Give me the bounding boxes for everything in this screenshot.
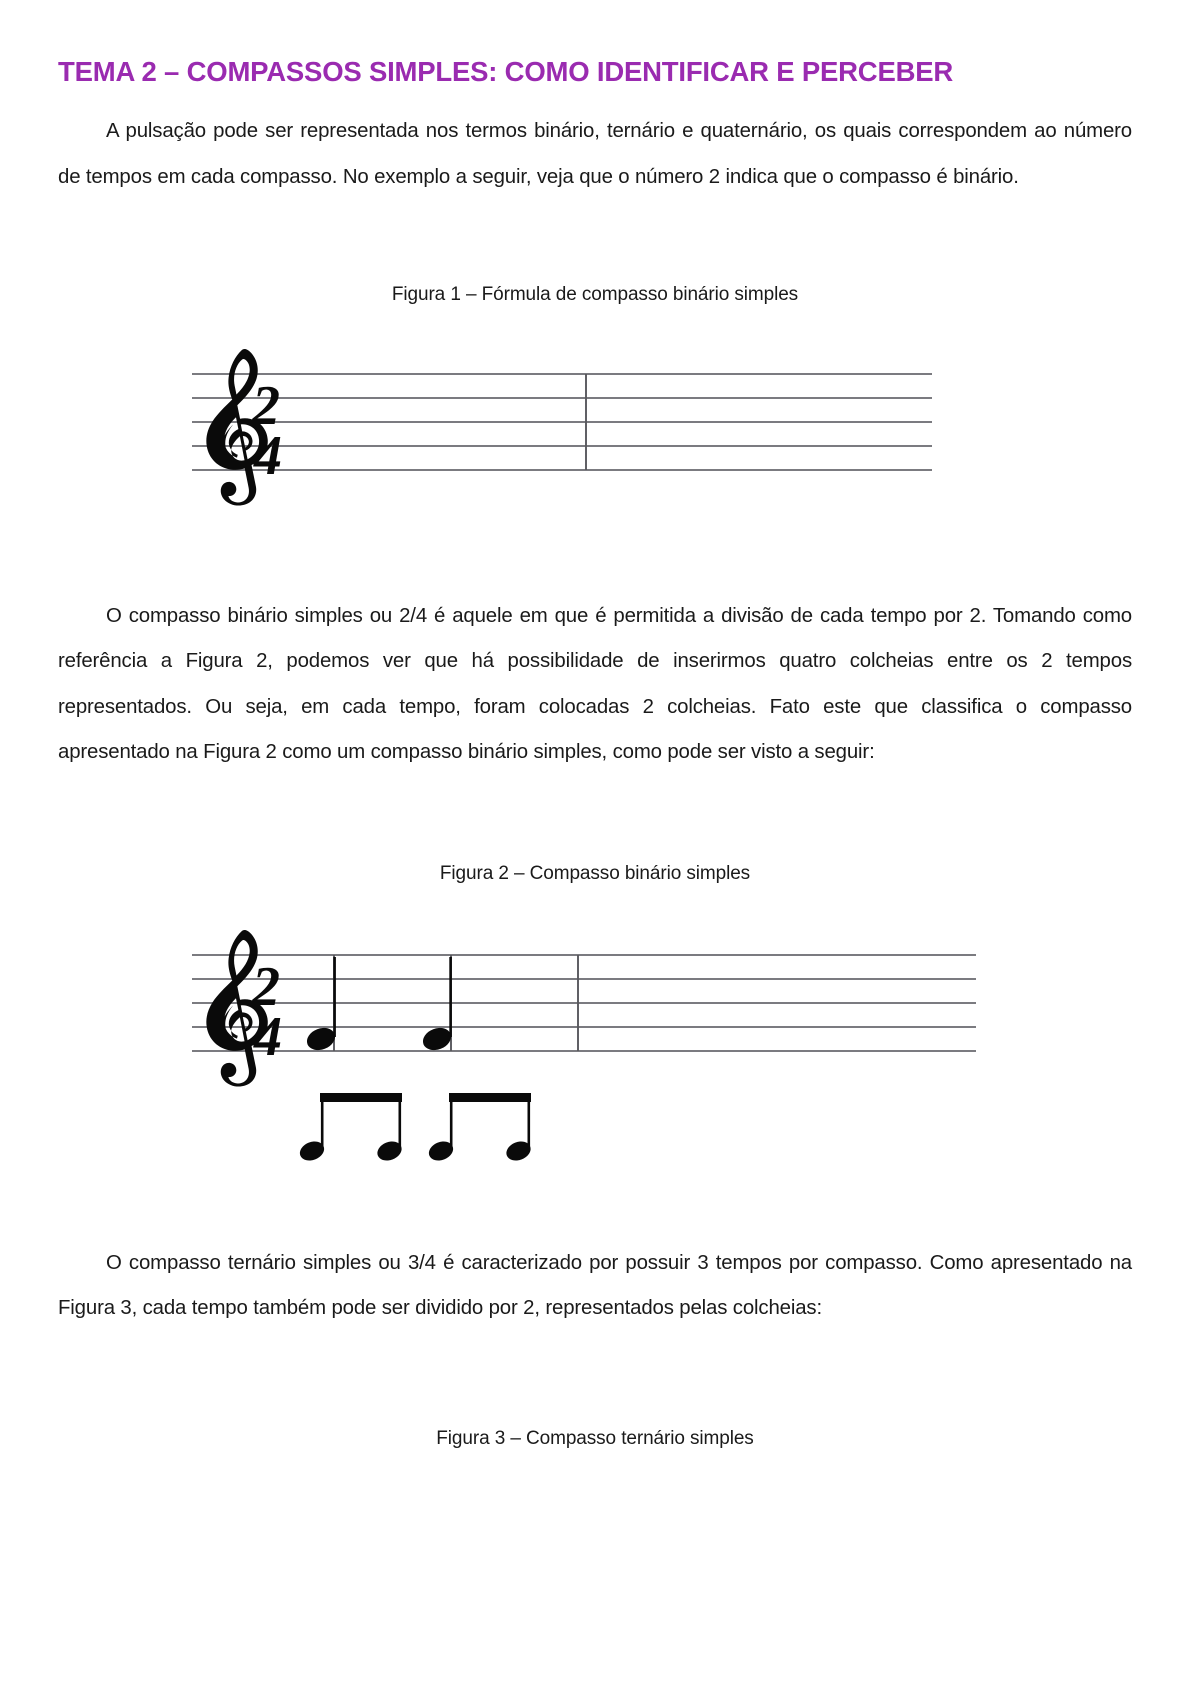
figure-1-notation	[186, 332, 1132, 532]
time-signature-numerator: 2	[252, 956, 280, 1019]
figure-3-block	[58, 1428, 1132, 1450]
staff-lines-icon	[192, 374, 932, 470]
beamed-eighth-group-1	[297, 1093, 404, 1164]
figure-2-block	[58, 863, 1132, 1183]
figure-2-notation	[186, 913, 1132, 1183]
figure-1-block	[58, 284, 1132, 532]
time-signature-denominator: 4	[254, 424, 282, 487]
paragraph-ternary-explanation: O compasso ternário simples ou 3/4 é caracterizado por possuir 3 tempos por compasso. Como apresentado na Figura 3, cada tempo também pode ser dividido por 2, representados pelas colcheias:	[58, 1252, 1132, 1320]
figure-3-caption: Figura 3 – Compasso ternário simples	[436, 1427, 754, 1449]
time-signature-figure-1	[251, 375, 282, 487]
quarter-note-icon-2	[420, 957, 455, 1054]
time-signature-numerator: 2	[252, 374, 280, 437]
time-signature-denominator: 4	[254, 1006, 282, 1069]
paragraph-intro: A pulsação pode ser representada nos termos binário, ternário e quaternário, os quais correspondem ao número de tempos em cada compasso. No exemplo a seguir, veja que o número 2 indica que o compasso é binário.	[58, 120, 1132, 188]
figure-2-caption: Figura 2 – Compasso binário simples	[439, 863, 751, 885]
time-signature-figure-2	[251, 956, 282, 1068]
music-staff-figure-2	[186, 913, 986, 1183]
music-staff-figure-1	[186, 332, 986, 532]
figure-1-caption: Figura 1 – Fórmula de compasso binário simples	[391, 283, 799, 305]
page-title: TEMA 2 – COMPASSOS SIMPLES: COMO IDENTIFICAR E PERCEBER	[58, 56, 954, 87]
beamed-eighth-group-2	[426, 1093, 533, 1164]
paragraph-binary-explanation: O compasso binário simples ou 2/4 é aquele em que é permitida a divisão de cada tempo por 2. Tomando como referência a Figura 2, podemos ver que há possibilidade de inserirmos quatro colcheias entre os 2 tempos representados. Ou seja, em cada tempo, foram colocadas 2 colcheias. Fato este que classifica o compasso apresentado na Figura 2 como um compasso binário simples, como pode ser visto a seguir:	[58, 604, 1132, 763]
